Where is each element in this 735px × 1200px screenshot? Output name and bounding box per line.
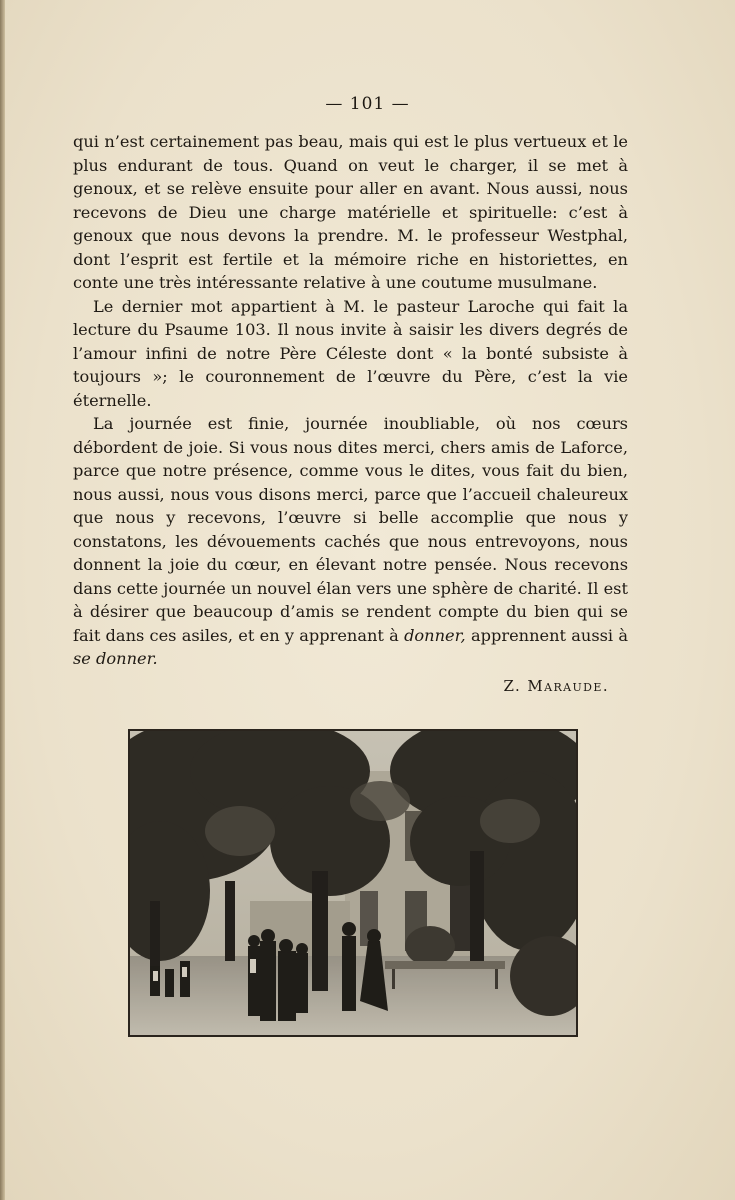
- signature-name: Maraude.: [527, 677, 609, 695]
- page-edge: [0, 0, 5, 1200]
- article-body: [73, 130, 628, 671]
- photograph: [128, 729, 578, 1037]
- signature: [503, 677, 609, 695]
- photograph-garden-gathering: [130, 731, 576, 1035]
- paragraph-2: Le dernier mot appartient à M. le pasteur Laroche qui fait la lecture du Psaume 103. Il nous invite à saisir les divers degrés de l’amour infini de notre Père Céleste dont « la bonté subsiste à toujours »; le couronnement de l’œuvre du Père, c’est la vie éternelle.: [73, 296, 628, 410]
- emphasis-donner: donner,: [404, 625, 466, 645]
- paragraph-3: [73, 412, 628, 671]
- paragraph-3-text-mid: apprennent aussi à: [465, 625, 628, 645]
- signature-initial: Z.: [503, 677, 522, 695]
- emphasis-se-donner: se donner.: [73, 649, 158, 668]
- paragraph-1: qui n’est certainement pas beau, mais qui est le plus vertueux et le plus endurant de tous. Quand on veut le charger, il se met à genoux, et se relève ensuite pour aller en avant. Nous aussi, nous recevons de Dieu une charge matérielle et spirituelle: c’est à genoux que nous devons la prendre. M. le professeur Westphal, dont l’esprit est fertile et la mémoire riche en historiettes, en conte une très intéressante relative à une coutume musulmane.: [73, 132, 628, 292]
- paragraph-3-text: La journée est finie, journée inoubliable, où nos cœurs débordent de joie. Si vous nous dites merci, chers amis de Laforce, parce que notre présence, comme vous le dites, vous fait du bien, nous aussi, nous vous disons merci, parce que l’accueil chaleureux que nous y recevons, l’œuvre si belle accomplie que nous y constatons, les dévouements cachés que nous entrevoyons, nous donnent la joie du cœur, en élevant notre pensée. Nous recevons dans cette journée un nouvel élan vers une sphère de charité. Il est à désirer que beaucoup d’amis se rendent compte du bien qui se fait dans ces asiles, et en y apprenant à: [73, 414, 628, 645]
- page-number: — 101 —: [325, 94, 410, 114]
